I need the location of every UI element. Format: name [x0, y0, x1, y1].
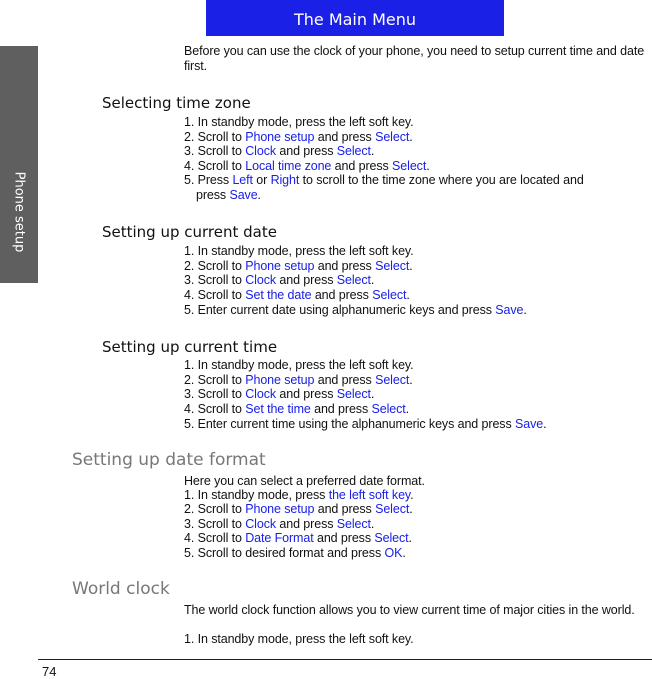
date-format-step-4: 4. Scroll to Date Format and press Select.: [184, 531, 412, 545]
date-format-step-2: 2. Scroll to Phone setup and press Select.: [184, 502, 413, 516]
time-zone-step-2: 2. Scroll to Phone setup and press Select.: [184, 130, 413, 144]
date-step-2: 2. Scroll to Phone setup and press Select.: [184, 259, 413, 273]
time-zone-step-1: 1. In standby mode, press the left soft key.: [184, 115, 414, 129]
heading-current-date: Setting up current date: [102, 223, 277, 241]
header-title: The Main Menu: [293, 10, 417, 29]
date-format-intro: Here you can select a preferred date format.: [184, 474, 425, 488]
time-zone-step-5-cont: press Save.: [196, 188, 261, 202]
heading-time-zone: Selecting time zone: [102, 94, 251, 112]
date-step-5: 5. Enter current date using alphanumeric keys and press Save.: [184, 303, 527, 317]
time-zone-step-4: 4. Scroll to Local time zone and press Select.: [184, 159, 430, 173]
time-zone-step-5: 5. Press Left or Right to scroll to the time zone where you are located and: [184, 173, 584, 187]
footer-rule: [38, 659, 652, 660]
time-step-1: 1. In standby mode, press the left soft key.: [184, 358, 414, 372]
side-tab: [0, 46, 38, 283]
date-step-3: 3. Scroll to Clock and press Select.: [184, 273, 375, 287]
time-step-2: 2. Scroll to Phone setup and press Select.: [184, 373, 413, 387]
world-clock-step-1: 1. In standby mode, press the left soft key.: [184, 632, 414, 646]
side-tab-label: Phone setup: [11, 171, 27, 253]
intro-paragraph: Before you can use the clock of your phone, you need to setup current time and date first.: [184, 44, 645, 73]
date-format-step-1: 1. In standby mode, press the left soft key.: [184, 488, 414, 502]
page-number: 74: [42, 664, 57, 679]
heading-world-clock: World clock: [72, 579, 170, 599]
date-format-step-5: 5. Scroll to desired format and press OK.: [184, 546, 406, 560]
world-clock-intro: The world clock function allows you to view current time of major cities in the world.: [184, 603, 635, 617]
time-step-4: 4. Scroll to Set the time and press Select.: [184, 402, 410, 416]
page-header: [206, 0, 504, 36]
time-step-5: 5. Enter current time using the alphanumeric keys and press Save.: [184, 417, 547, 431]
time-zone-step-3: 3. Scroll to Clock and press Select.: [184, 144, 375, 158]
date-step-1: 1. In standby mode, press the left soft key.: [184, 244, 414, 258]
heading-date-format: Setting up date format: [72, 450, 266, 470]
time-step-3: 3. Scroll to Clock and press Select.: [184, 387, 375, 401]
date-format-step-3: 3. Scroll to Clock and press Select.: [184, 517, 375, 531]
heading-current-time: Setting up current time: [102, 338, 278, 356]
date-step-4: 4. Scroll to Set the date and press Select.: [184, 288, 410, 302]
